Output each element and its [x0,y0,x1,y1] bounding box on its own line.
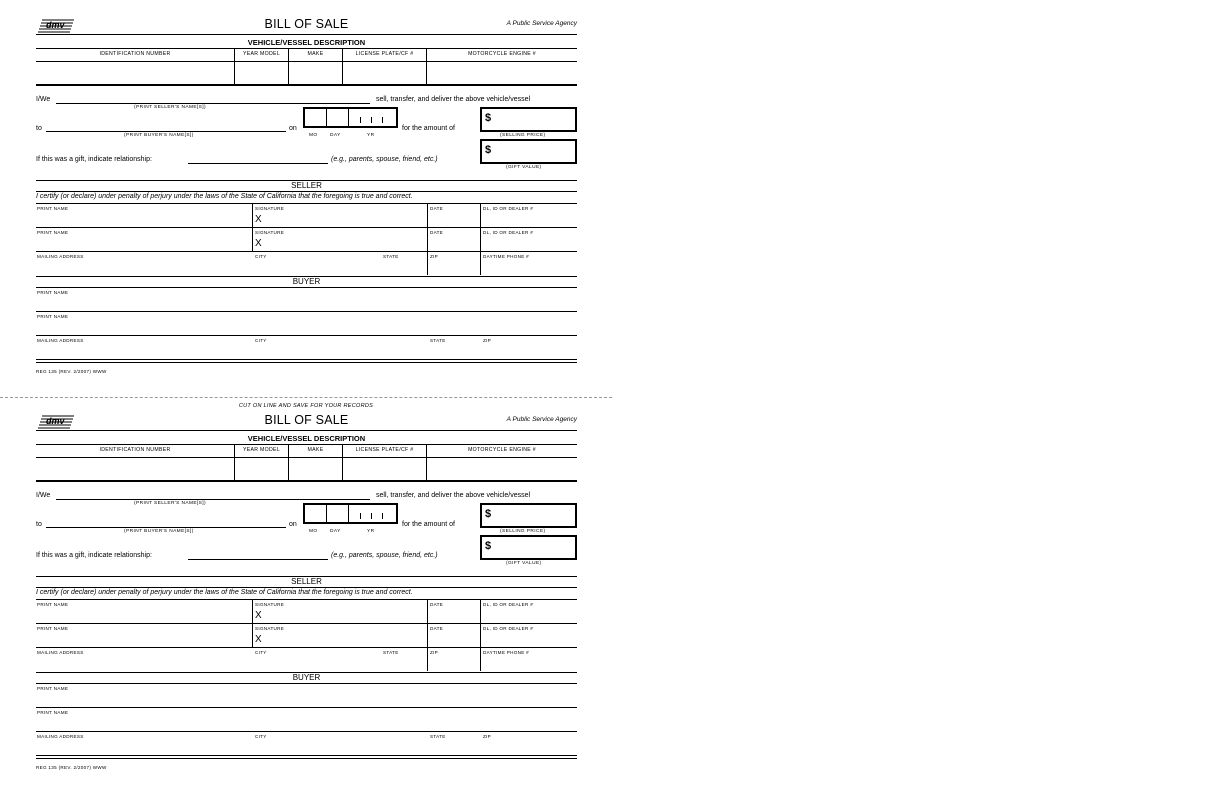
buyer-names-caption: (PRINT BUYER'S NAME[S]) [124,529,194,534]
form-title: BILL OF SALE [264,413,349,427]
seller-zip[interactable]: ZIP [430,254,439,259]
seller-daytime-phone[interactable]: DAYTIME PHONE # [483,650,530,655]
gift-value-caption: (GIFT VALUE) [506,165,542,170]
buyer-print-name-2[interactable]: PRINT NAME [37,314,69,319]
certify-statement: I certify (or declare) under penalty of perjury under the laws of the State of California that the foregoing is true and correct. [36,589,413,596]
divider [427,203,428,275]
agency-tagline: A Public Service Agency [506,20,577,27]
signature-x-mark: X [255,610,262,621]
dollar-sign: $ [485,540,492,552]
seller-section-title: SELLER [291,577,322,586]
license-plate-cell[interactable]: LICENSE PLATE/CF # [343,49,427,85]
seller-dl-dealer-1[interactable]: DL, ID OR DEALER # [483,206,534,211]
identification-number-cell[interactable]: IDENTIFICATION NUMBER [36,49,235,85]
seller-date-1[interactable]: DATE [430,206,444,211]
make-cell[interactable]: MAKE [289,445,343,481]
buyer-mailing-address[interactable]: MAILING ADDRESS [37,734,84,739]
sale-date-field[interactable] [303,503,398,524]
seller-date-2[interactable]: DATE [430,626,444,631]
seller-daytime-phone[interactable]: DAYTIME PHONE # [483,254,530,259]
form-code-footer: REG 135 (REV. 2/2007) WWW [36,765,107,770]
divider [36,287,577,288]
divider [36,599,577,600]
divider [36,683,577,684]
buyer-names-line[interactable] [46,131,286,132]
buyer-names-caption: (PRINT BUYER'S NAME[S]) [124,133,194,138]
seller-names-caption: (PRINT SELLER'S NAME[S]) [134,105,207,110]
year-model-cell[interactable]: YEAR MODEL [235,49,289,85]
svg-text:dmv: dmv [46,20,65,30]
buyer-section-title: BUYER [292,673,321,682]
seller-date-2[interactable]: DATE [430,230,444,235]
sale-date-field[interactable] [303,107,398,128]
form-title: BILL OF SALE [264,17,349,31]
to-label: to [36,521,42,528]
buyer-zip[interactable]: ZIP [483,338,492,343]
buyer-print-name-1[interactable]: PRINT NAME [37,686,69,691]
selling-price-caption: (SELLING PRICE) [500,529,546,534]
iwe-label: I/We [36,492,51,499]
divider [36,251,577,252]
bill-of-sale-form-top [36,14,577,394]
form-code-footer: REG 135 (REV. 2/2007) WWW [36,369,107,374]
vehicle-description-section [36,430,577,482]
gift-relationship-line[interactable] [188,163,328,164]
on-label: on [289,125,297,132]
motorcycle-engine-cell[interactable]: MOTORCYCLE ENGINE # [468,447,536,453]
buyer-print-name-2[interactable]: PRINT NAME [37,710,69,715]
cut-line-text: CUT ON LINE AND SAVE FOR YOUR RECORDS [235,403,377,409]
sell-transfer-text: sell, transfer, and deliver the above vehicle/vessel [376,96,531,103]
date-day-caption: DAY [330,133,341,138]
vehicle-section-title: VEHICLE/VESSEL DESCRIPTION [247,38,366,47]
to-label: to [36,125,42,132]
sell-transfer-text: sell, transfer, and deliver the above vehicle/vessel [376,492,531,499]
gift-relationship-label: If this was a gift, indicate relationship: [36,156,152,163]
divider [480,599,481,671]
seller-dl-dealer-2[interactable]: DL, ID OR DEALER # [483,230,534,235]
date-yr-caption: YR [367,529,375,534]
signature-x-mark: X [255,214,262,225]
seller-print-name-1[interactable]: PRINT NAME [37,602,69,607]
dollar-sign: $ [485,144,492,156]
seller-state[interactable]: STATE [383,254,399,259]
make-cell[interactable]: MAKE [289,49,343,85]
seller-zip[interactable]: ZIP [430,650,439,655]
gift-example-text: (e.g., parents, spouse, friend, etc.) [331,156,438,163]
seller-signature-1[interactable]: SIGNATURE [255,602,285,607]
gift-value-field[interactable] [480,139,577,164]
seller-signature-2[interactable]: SIGNATURE [255,626,285,631]
selling-price-field[interactable] [480,503,577,528]
buyer-state[interactable]: STATE [430,338,446,343]
gift-value-field[interactable] [480,535,577,560]
seller-city[interactable]: CITY [255,650,267,655]
gift-relationship-label: If this was a gift, indicate relationship: [36,552,152,559]
dollar-sign: $ [485,112,492,124]
divider [36,203,577,204]
buyer-state[interactable]: STATE [430,734,446,739]
date-mo-caption: MO [309,529,318,534]
svg-text:dmv: dmv [46,416,65,426]
seller-mailing-address[interactable]: MAILING ADDRESS [37,254,84,259]
divider [36,362,577,363]
vehicle-description-section [36,34,577,86]
seller-state[interactable]: STATE [383,650,399,655]
selling-price-field[interactable] [480,107,577,132]
divider [36,731,577,732]
bill-of-sale-form-bottom [36,410,577,790]
divider [36,311,577,312]
iwe-label: I/We [36,96,51,103]
seller-names-line[interactable] [56,103,370,104]
seller-date-1[interactable]: DATE [430,602,444,607]
divider [36,758,577,759]
divider [427,599,428,671]
vehicle-section-title: VEHICLE/VESSEL DESCRIPTION [247,434,366,443]
divider [36,587,577,588]
vehicle-description-table [36,48,577,84]
signature-x-mark: X [255,634,262,645]
dollar-sign: $ [485,508,492,520]
divider [36,359,577,360]
amount-text: for the amount of [402,125,455,132]
date-day-caption: DAY [330,529,341,534]
certify-statement: I certify (or declare) under penalty of perjury under the laws of the State of California that the foregoing is true and correct. [36,193,413,200]
seller-section-title: SELLER [291,181,322,190]
vehicle-description-table [36,444,577,480]
divider [36,335,577,336]
seller-dl-dealer-1[interactable]: DL, ID OR DEALER # [483,602,534,607]
seller-print-name-2[interactable]: PRINT NAME [37,626,69,631]
agency-tagline: A Public Service Agency [506,416,577,423]
buyer-names-line[interactable] [46,527,286,528]
divider [36,647,577,648]
seller-dl-dealer-2[interactable]: DL, ID OR DEALER # [483,626,534,631]
motorcycle-engine-cell[interactable]: MOTORCYCLE ENGINE # [468,51,536,57]
divider [36,623,577,624]
buyer-section-title: BUYER [292,277,321,286]
year-model-cell[interactable]: YEAR MODEL [235,445,289,481]
seller-signature-2[interactable]: SIGNATURE [255,230,285,235]
divider [480,203,481,275]
seller-names-line[interactable] [56,499,370,500]
seller-signature-1[interactable]: SIGNATURE [255,206,285,211]
gift-value-caption: (GIFT VALUE) [506,561,542,566]
date-mo-caption: MO [309,133,318,138]
divider [36,191,577,192]
divider [36,227,577,228]
buyer-mailing-address[interactable]: MAILING ADDRESS [37,338,84,343]
license-plate-cell[interactable]: LICENSE PLATE/CF # [343,445,427,481]
seller-mailing-address[interactable]: MAILING ADDRESS [37,650,84,655]
gift-example-text: (e.g., parents, spouse, friend, etc.) [331,552,438,559]
divider [36,755,577,756]
on-label: on [289,521,297,528]
seller-names-caption: (PRINT SELLER'S NAME[S]) [134,501,207,506]
seller-print-name-1[interactable]: PRINT NAME [37,206,69,211]
date-yr-caption: YR [367,133,375,138]
gift-relationship-line[interactable] [188,559,328,560]
buyer-zip[interactable]: ZIP [483,734,492,739]
selling-price-caption: (SELLING PRICE) [500,133,546,138]
divider [36,707,577,708]
seller-print-name-2[interactable]: PRINT NAME [37,230,69,235]
identification-number-cell[interactable]: IDENTIFICATION NUMBER [36,445,235,481]
buyer-print-name-1[interactable]: PRINT NAME [37,290,69,295]
signature-x-mark: X [255,238,262,249]
amount-text: for the amount of [402,521,455,528]
buyer-city[interactable]: CITY [255,338,267,343]
buyer-city[interactable]: CITY [255,734,267,739]
seller-city[interactable]: CITY [255,254,267,259]
